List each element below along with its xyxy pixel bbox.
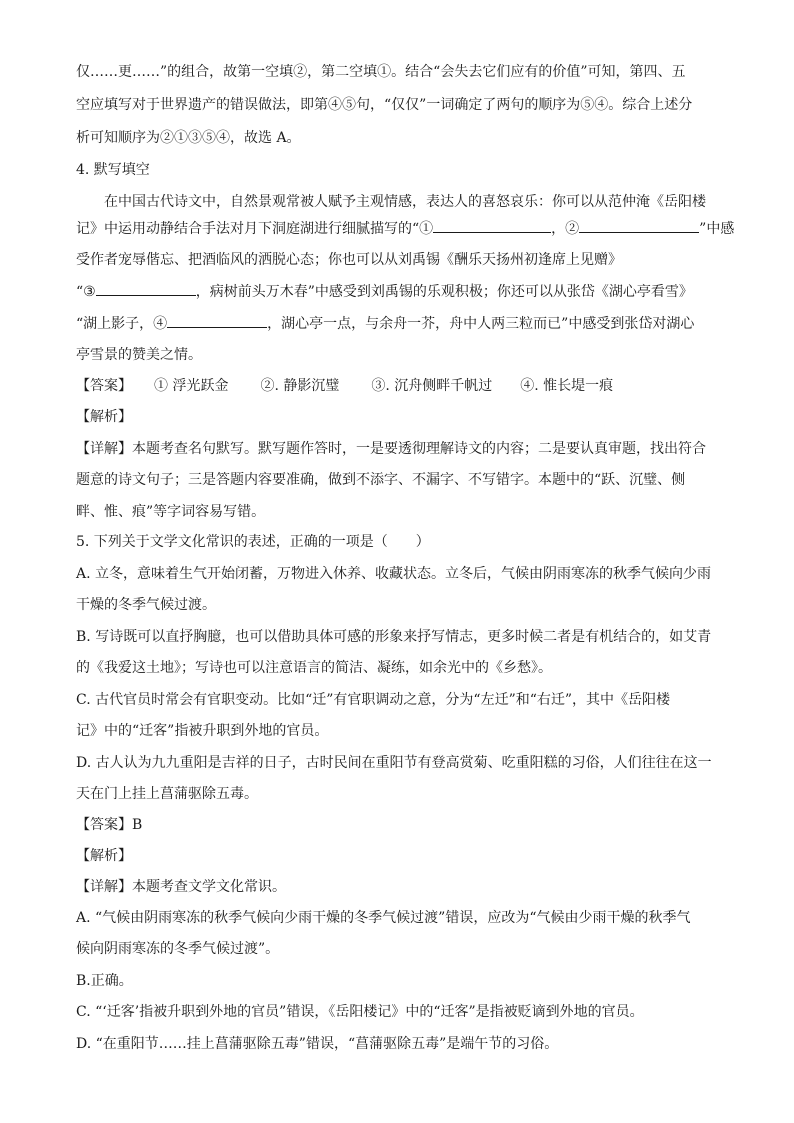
text-line: 题意的诗文句子；三是答题内容要准确，做到不添字、不漏字、不写错字。本题中的“跃、沉璧、侧 [76,472,686,488]
explanation-d: D. “在重阳节……挂上菖蒲驱除五毒”错误，“菖蒲驱除五毒”是端午节的习俗。 [76,1036,559,1052]
explanation-b: B.正确。 [76,973,133,989]
question-4-stem-line: “湖上影子，④ ，湖心亭一点，与余舟一芥，舟中人两三粒而已”中感受到张岱对湖心 [76,313,694,334]
text-line: 天在门上挂上菖蒲驱除五毒。 [76,786,258,802]
blank-2 [579,218,699,233]
text-line: 干燥的冬季气候过渡。 [76,597,216,613]
text-line: 受作者宠辱偕忘、把酒临风的洒脱心态；你也可以从刘禹锡《酬乐天扬州初逢席上见赠》 [76,252,622,268]
text-line: 【详解】本题考查名句默写。默写题作答时，一是要透彻理解诗文的内容；二是要认真审题，找出符合 [76,441,706,457]
option-c: C. 古代官员时常会有官职变动。比如“迁”有官职调动之意，分为“左迁”和“右迁”，其中《岳阳楼 [76,692,671,708]
answer-item: ③. 沉舟侧畔千帆过 [371,378,493,394]
blank-3 [96,281,196,296]
answer-item: ① 浮光跃金 [154,378,229,394]
text-line: 析可知顺序为②①③⑤④，故选 A。 [76,130,301,146]
answer-label: 【答案】 [76,378,132,394]
text-line: 仅……更……”的组合，故第一空填②，第二空填①。结合“会失去它们应有的价值”可知，第四、五 [76,64,686,80]
explanation-a: A. “气候由阴雨寒冻的秋季气候向少雨干燥的冬季气候过渡”错误，应改为“气候由少雨干燥的秋季气 [76,910,691,926]
option-b: B. 写诗既可以直抒胸臆，也可以借助具体可感的形象来抒写情志，更多时候二者是有机结合的，如艾青 [76,629,712,645]
answer-label: 【答案】B [76,817,143,833]
text-line: 【详解】本题考查文学文化常识。 [76,879,286,895]
answer-row [76,376,613,396]
answer-item: ②. 静影沉璧 [260,378,340,394]
text-line: 亭雪景的赞美之情。 [76,347,202,363]
question-4-title: 4. 默写填空 [76,162,150,178]
blank-4 [167,313,267,328]
analysis-label: 【解析】 [76,409,132,425]
option-a: A. 立冬，意味着生气开始闭蓄，万物进入休养、收藏状态。立冬后，气候由阴雨寒冻的秋季气候向少雨 [76,566,712,582]
text-line: 记》中的“迁客”指被升职到外地的官员。 [76,723,329,739]
text-line: 的《我爱这土地》；写诗也可以注意语言的简洁、凝练，如余光中的《乡愁》。 [76,660,552,676]
blank-1 [433,218,551,233]
option-d: D. 古人认为九九重阳是吉祥的日子，古时民间在重阳节有登高赏菊、吃重阳糕的习俗，人们往往在这一 [76,755,712,771]
explanation-c: C. “‘迁客’指被升职到外地的官员”错误，《岳阳楼记》中的“迁客”是指被贬谪到外地的官员。 [76,1004,644,1020]
question-4-stem-line: 记》中运用动静结合手法对月下洞庭湖进行细腻描写的“① ，② ”中感 [76,218,734,239]
question-4-stem: 在中国古代诗文中，自然景观常被人赋予主观情感，表达人的喜怒哀乐：你可以从范仲淹《岳阳楼 [104,194,706,210]
analysis-label: 【解析】 [76,848,132,864]
text-line: 候向阴雨寒冻的冬季气候过渡”。 [76,941,280,957]
answer-item: ④. 惟长堤一痕 [520,378,614,394]
text-line: 空应填写对于世界遗产的错误做法，即第④⑤句，“仅仅”一词确定了两句的顺序为⑤④。综合上述分 [76,97,693,113]
question-4-stem-line: “③ ，病树前头万木春”中感受到刘禹锡的乐观积极；你还可以从张岱《湖心亭看雪》 [76,281,693,302]
text-line: 畔、惟、痕”等字词容易写错。 [76,504,266,520]
question-5-title: 5. 下列关于文学文化常识的表述，正确的一项是（ ） [76,534,430,550]
